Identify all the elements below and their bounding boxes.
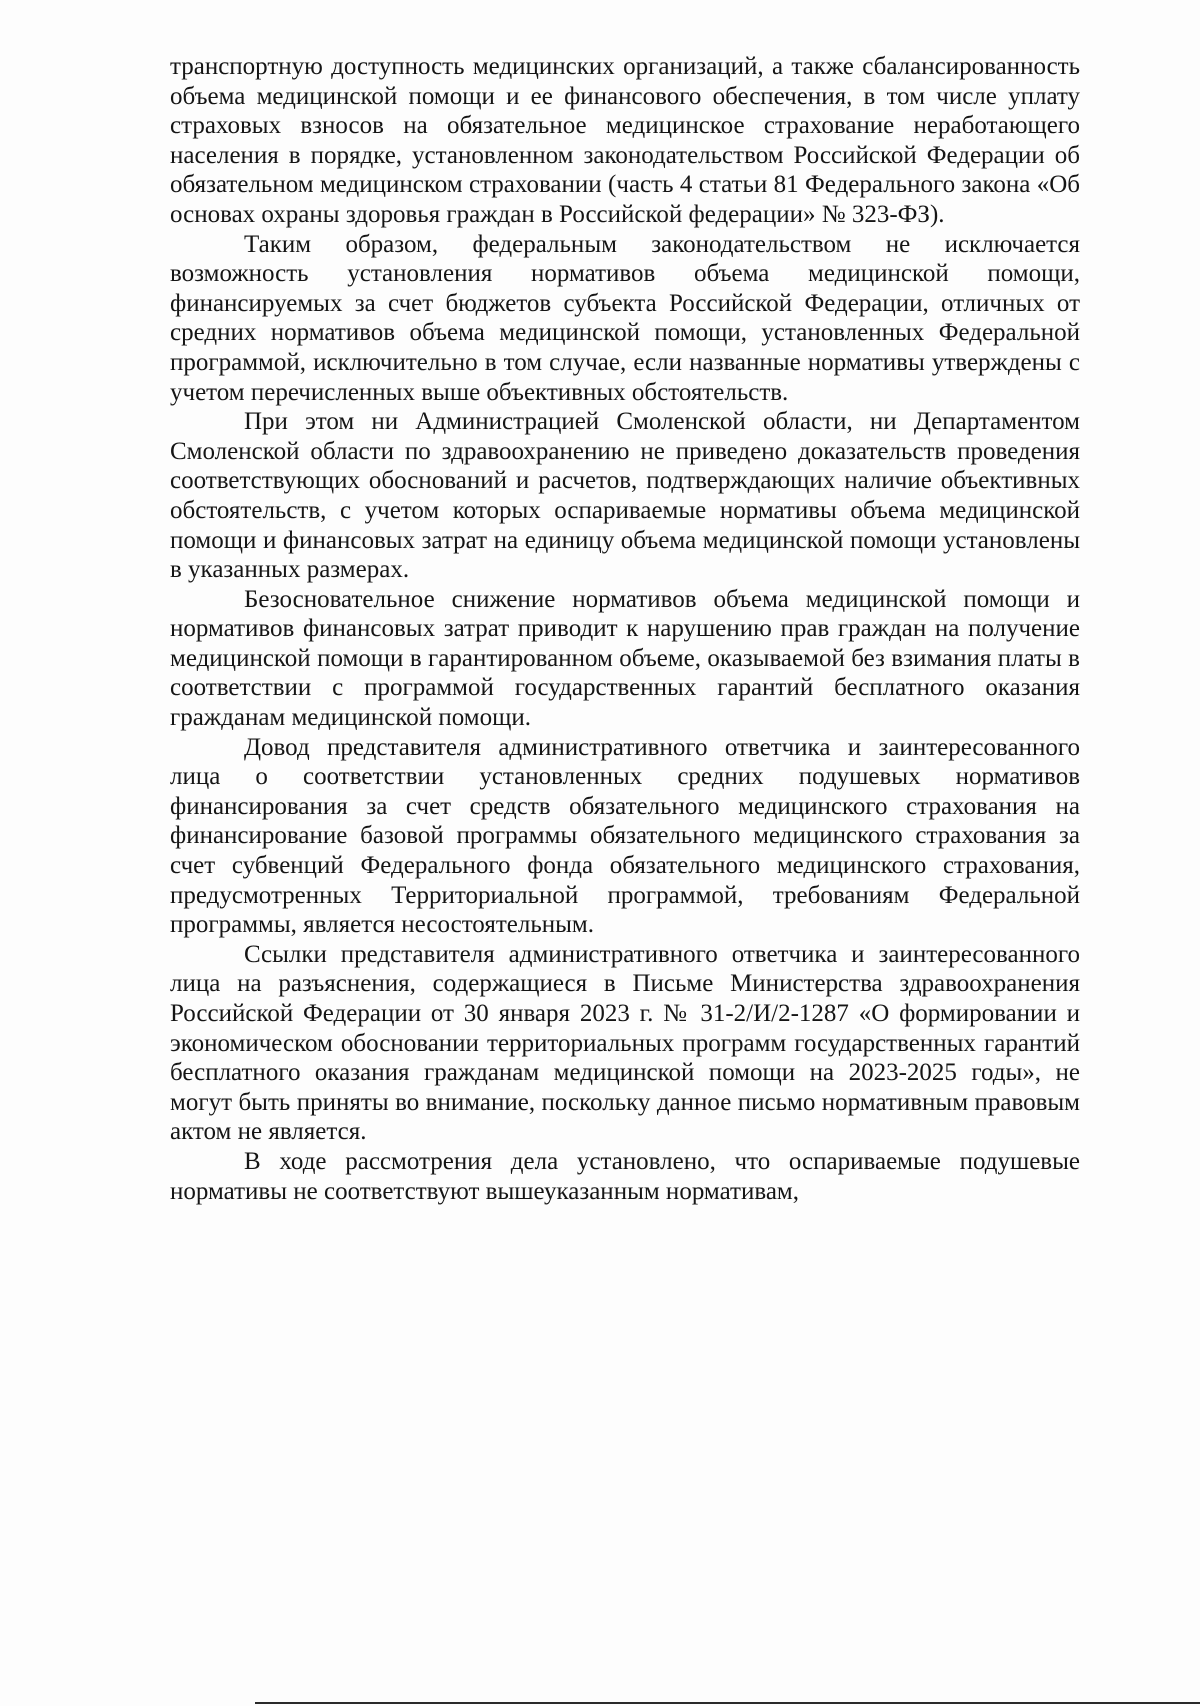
scan-edge-line [255, 1702, 1200, 1704]
paragraph-1: транспортную доступность медицинских организаций, а также сбалансированность объема медицинской помощи и ее финансового обеспечения, в том числе уплату страховых взносов на обязательное медицинское страхование неработающего населения в порядке, установленном законодательством Российской Федерации об обязательном медицинском страховании (часть 4 статьи 81 Федерального закона «Об основах охраны здоровья граждан в Российской федерации» № 323-ФЗ). [170, 53, 1080, 228]
paragraph-4: Безосновательное снижение нормативов объема медицинской помощи и нормативов финансовых затрат приводит к нарушению прав граждан на получение медицинской помощи в гарантированном объеме, оказываемой без взимания платы в соответствии с программой государственных гарантий бесплатного оказания гражданам медицинской помощи. [170, 585, 1080, 732]
document-body [170, 52, 1080, 1206]
paragraph-6: Ссылки представителя административного ответчика и заинтересованного лица на разъяснения, содержащиеся в Письме Министерства здравоохранения Российской Федерации от 30 января 2023 г. № 31-2/И/2-1287 «О формировании и экономическом обосновании территориальных программ государственных гарантий бесплатного оказания гражданам медицинской помощи на 2023-2025 годы», не могут быть приняты во внимание, поскольку данное письмо нормативным правовым актом не является. [170, 940, 1080, 1146]
paragraph-5: Довод представителя административного ответчика и заинтересованного лица о соответствии установленных средних подушевых нормативов финансирования за счет средств обязательного медицинского страхования на финансирование базовой программы обязательного медицинского страхования за счет субвенций Федерального фонда обязательного медицинского страхования, предусмотренных Территориальной программой, требованиям Федеральной программы, является несостоятельным. [170, 733, 1080, 939]
paragraph-2: Таким образом, федеральным законодательством не исключается возможность установления нормативов объема медицинской помощи, финансируемых за счет бюджетов субъекта Российской Федерации, отличных от средних нормативов объема медицинской помощи, установленных Федеральной программой, исключительно в том случае, если названные нормативы утверждены с учетом перечисленных выше объективных обстоятельств. [170, 230, 1080, 406]
paragraph-3: При этом ни Администрацией Смоленской области, ни Департаментом Смоленской области по здравоохранению не приведено доказательств проведения соответствующих обоснований и расчетов, подтверждающих наличие объективных обстоятельств, с учетом которых оспариваемые нормативы объема медицинской помощи и финансовых затрат на единицу объема медицинской помощи установлены в указанных размерах. [170, 408, 1080, 584]
paragraph-7: В ходе рассмотрения дела установлено, что оспариваемые подушевые нормативы не соответствуют вышеуказанным нормативам, [170, 1147, 1080, 1205]
